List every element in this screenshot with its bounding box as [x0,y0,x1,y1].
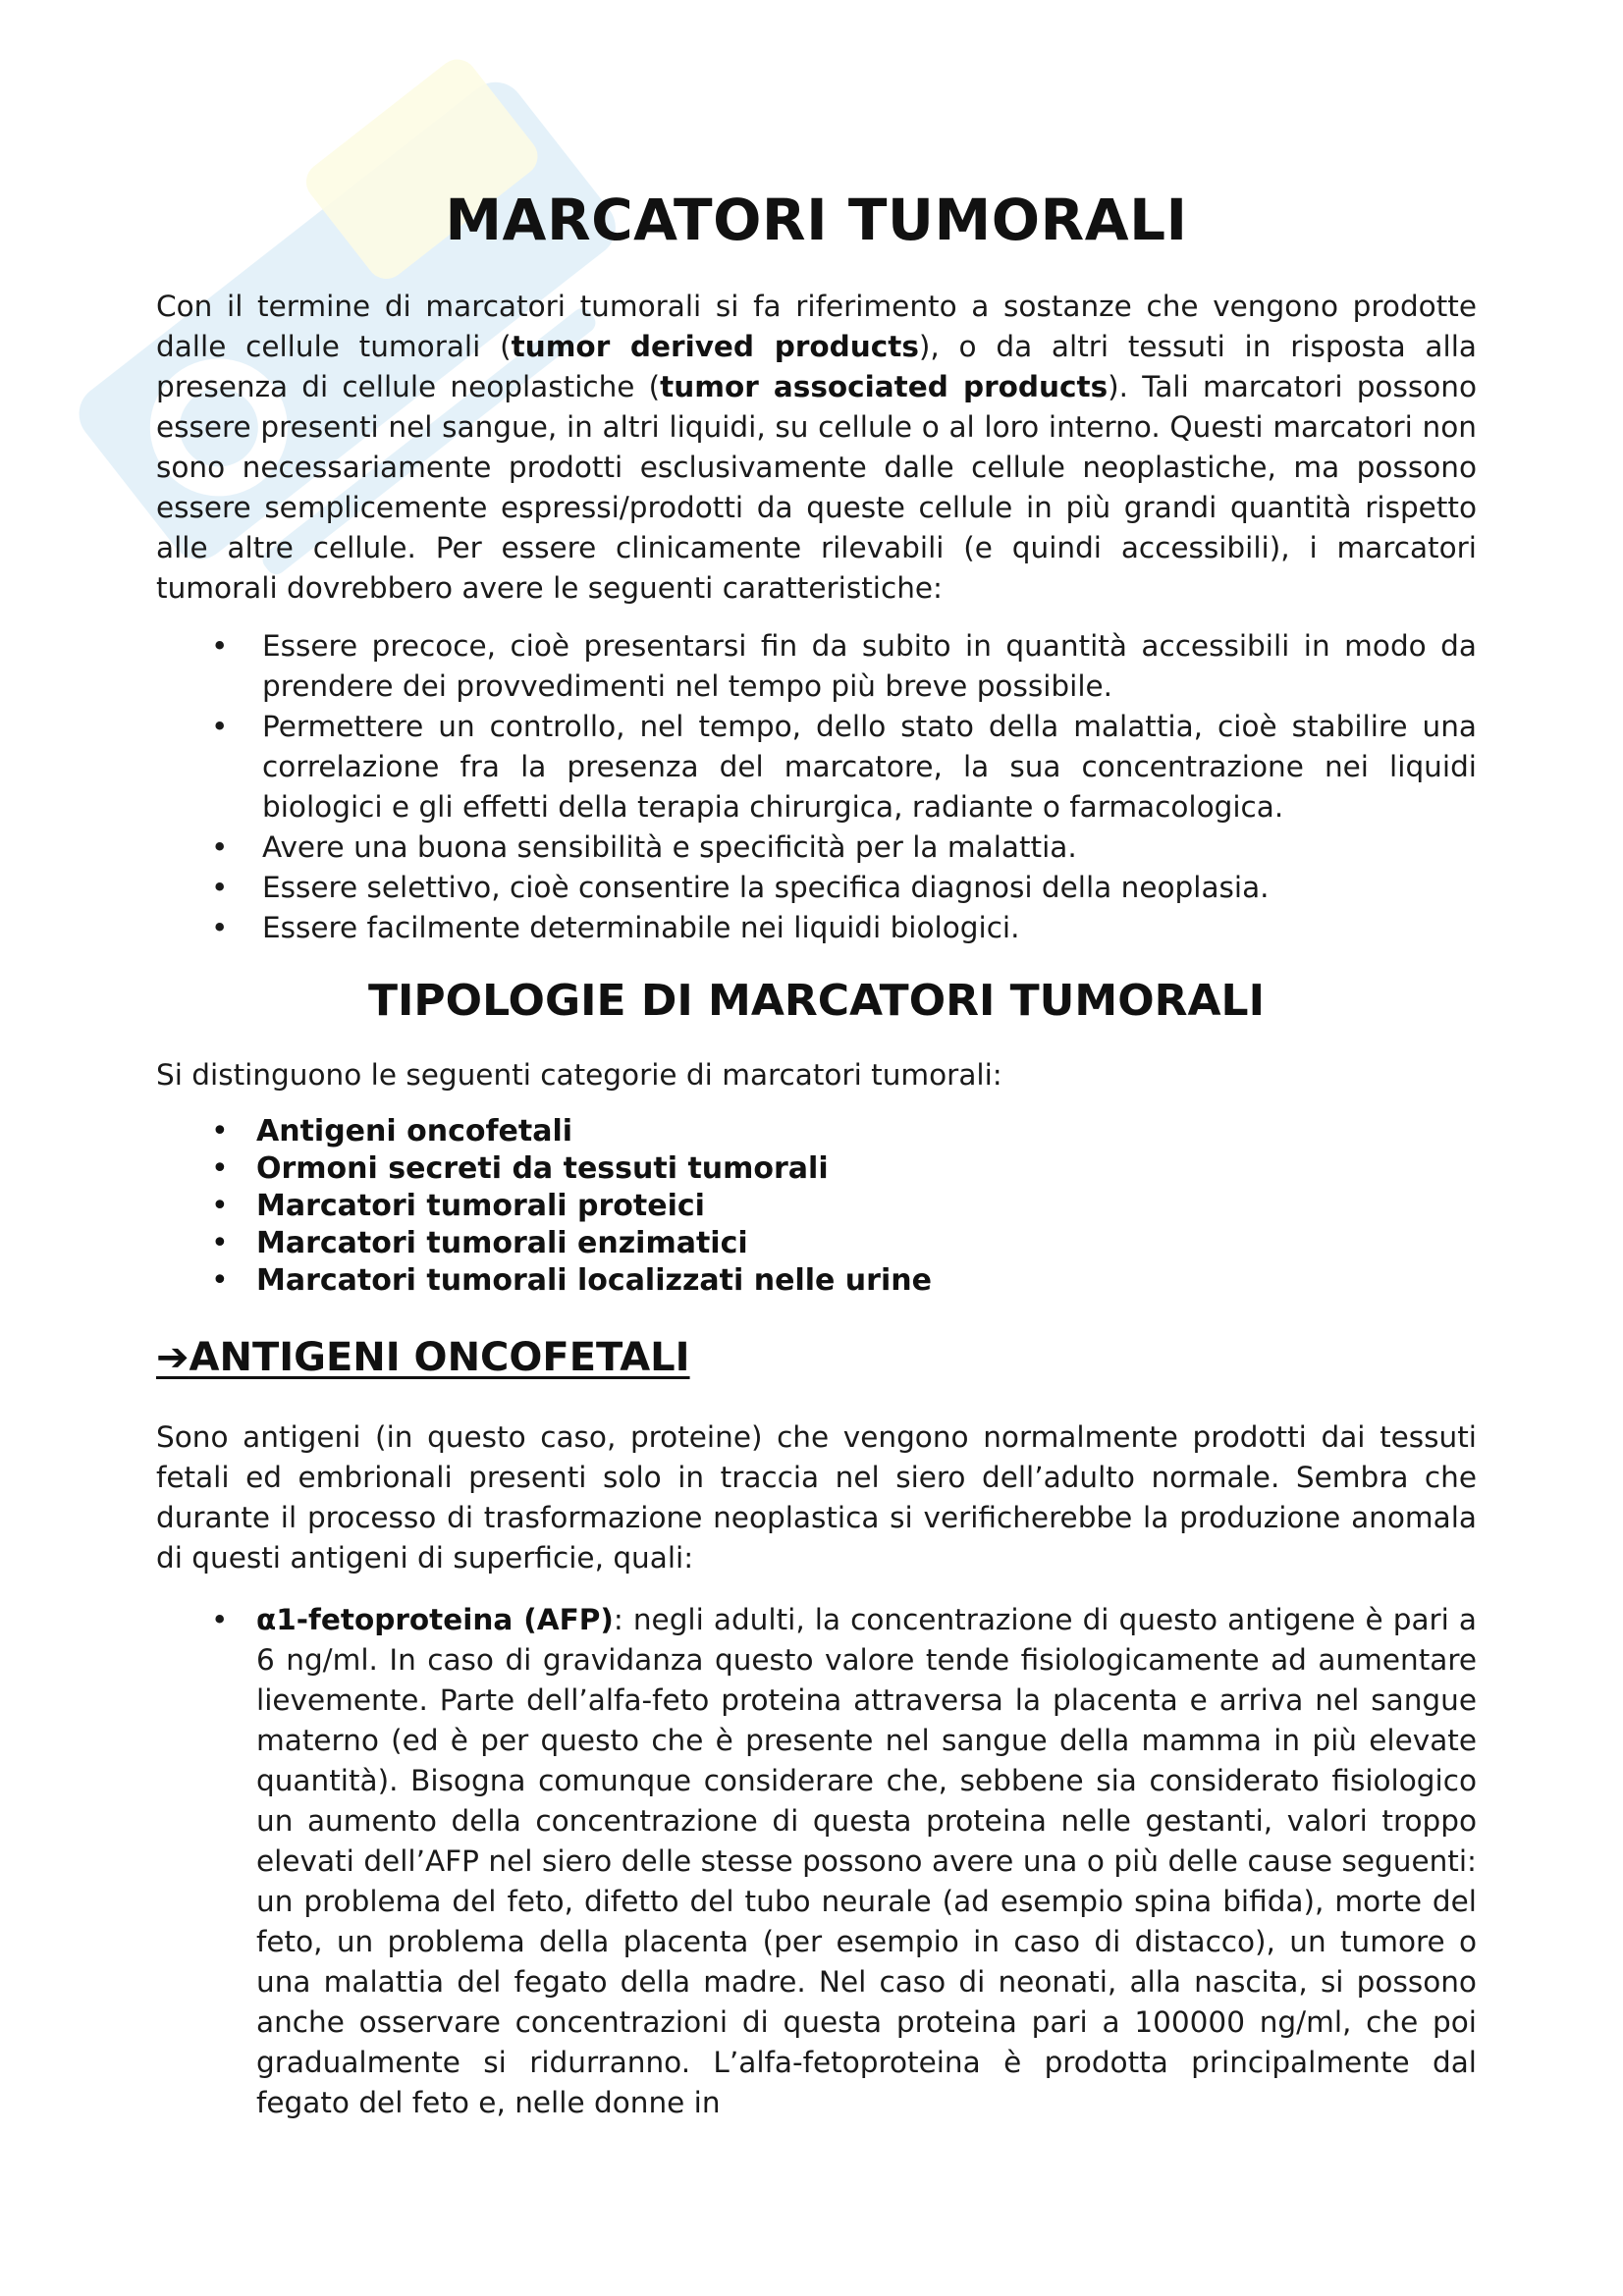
tumor-associated-products-term: tumor associated products [660,370,1109,403]
document-page [156,187,1477,2123]
bullet-icon: • [211,911,229,944]
categories-intro: Si distinguono le seguenti categorie di marcatori tumorali: [156,1058,1002,1092]
intro-paragraph: Con il termine di marcatori tumorali si fa riferimento a sostanze che vengono prodotte dalle cellule tumorali (tumor derived products), o da altri tessuti in risposta alla presenza di cellule neoplastiche (tumor associated products). Tali marcatori possono essere presenti nel sangue, in altri liquidi, su cellule o al loro interno. Questi marcatori non sono necessariamente prodotti esclusivamente dalle cellule neoplastiche, ma possono essere semplicemente espressi/prodotti da queste cellule in più grandi quantità rispetto alle altre cellule. Per essere clinicamente rilevabili (e quindi accessibili), i marcatori tumorali dovrebbero avere le seguenti caratteristiche: [156,290,1477,605]
bullet-icon: • [211,871,229,904]
list-item: • Avere una buona sensibilità e specificità per la malattia. [262,828,1477,868]
list-item: • Essere facilmente determinabile nei liquidi biologici. [262,908,1477,948]
antigen-list [156,1600,1477,2123]
bullet-icon: • [211,1189,229,1223]
page-title: MARCATORI TUMORALI [445,187,1188,253]
list-item: • Essere precoce, cioè presentarsi fin da subito in quantità accessibili in modo da prendere dei provvedimenti nel tempo più breve possibile. [262,626,1477,707]
afp-term: α1-fetoproteina (AFP) [256,1603,614,1636]
list-item: • Permettere un controllo, nel tempo, dello stato della malattia, cioè stabilire una correlazione fra la presenza del marcatore, la sua concentrazione nei liquidi biologici e gli effetti della terapia chirurgica, radiante o farmacologica. [262,707,1477,828]
section-heading: ➔ANTIGENI ONCOFETALI [156,1335,690,1380]
list-item: • Antigeni oncofetali [211,1114,573,1148]
bullet-icon: • [211,1114,229,1148]
list-item: • Marcatori tumorali enzimatici [211,1226,748,1260]
list-item: • Ormoni secreti da tessuti tumorali [211,1151,829,1186]
bullet-icon: • [211,1226,229,1260]
list-item: • α1-fetoproteina (AFP): negli adulti, la concentrazione di questo antigene è pari a 6 ng/ml. In caso di gravidanza questo valore tende fisiologicamente ad aumentare lievemente. Parte dell’alfa-feto proteina attraversa la placenta e arriva nel sangue materno (ed è per questo che è presente nel sangue della mamma in più elevate quantità). Bisogna comunque considerare che, sebbene sia considerato fisiologico un aumento della concentrazione di questa proteina nelle gestanti, valori troppo elevati dell’AFP nel siero delle stesse possono avere una o più delle cause seguenti: un problema del feto, difetto del tubo neurale (ad esempio spina bifida), morte del feto, un problema della placenta (per esempio in caso di distacco), un tumore o una malattia del fegato della madre. Nel caso di neonati, alla nascita, si possono anche osservare concentrazioni di questa proteina pari a 100000 ng/ml, che poi gradualmente si ridurranno. L’alfa-fetoproteina è prodotta principalmente dal fegato del feto e, nelle donne in [256,1600,1477,2123]
bullet-icon: • [211,629,229,663]
bullet-icon: • [211,710,229,743]
arrow-right-icon: ➔ [156,1335,189,1380]
section-intro-paragraph: Sono antigeni (in questo caso, proteine) che vengono normalmente prodotti dai tessuti fetali ed embrionali presenti solo in traccia nel siero dell’adulto normale. Sembra che durante il processo di trasformazione neoplastica si verificherebbe la produzione anomala di questi antigeni di superficie, quali: [156,1420,1477,1575]
list-item: • Marcatori tumorali localizzati nelle urine [211,1263,932,1298]
categories-list [156,1113,1477,1300]
section-subtitle: TIPOLOGIE DI MARCATORI TUMORALI [368,976,1265,1026]
bullet-icon: • [211,1151,229,1186]
bullet-icon: • [211,1263,229,1298]
list-item: • Essere selettivo, cioè consentire la specifica diagnosi della neoplasia. [262,868,1477,908]
bullet-icon: • [211,830,229,864]
list-item: • Marcatori tumorali proteici [211,1189,705,1223]
characteristics-list [156,626,1477,948]
tumor-derived-products-term: tumor derived products [511,330,919,363]
bullet-icon: • [211,1603,229,1636]
